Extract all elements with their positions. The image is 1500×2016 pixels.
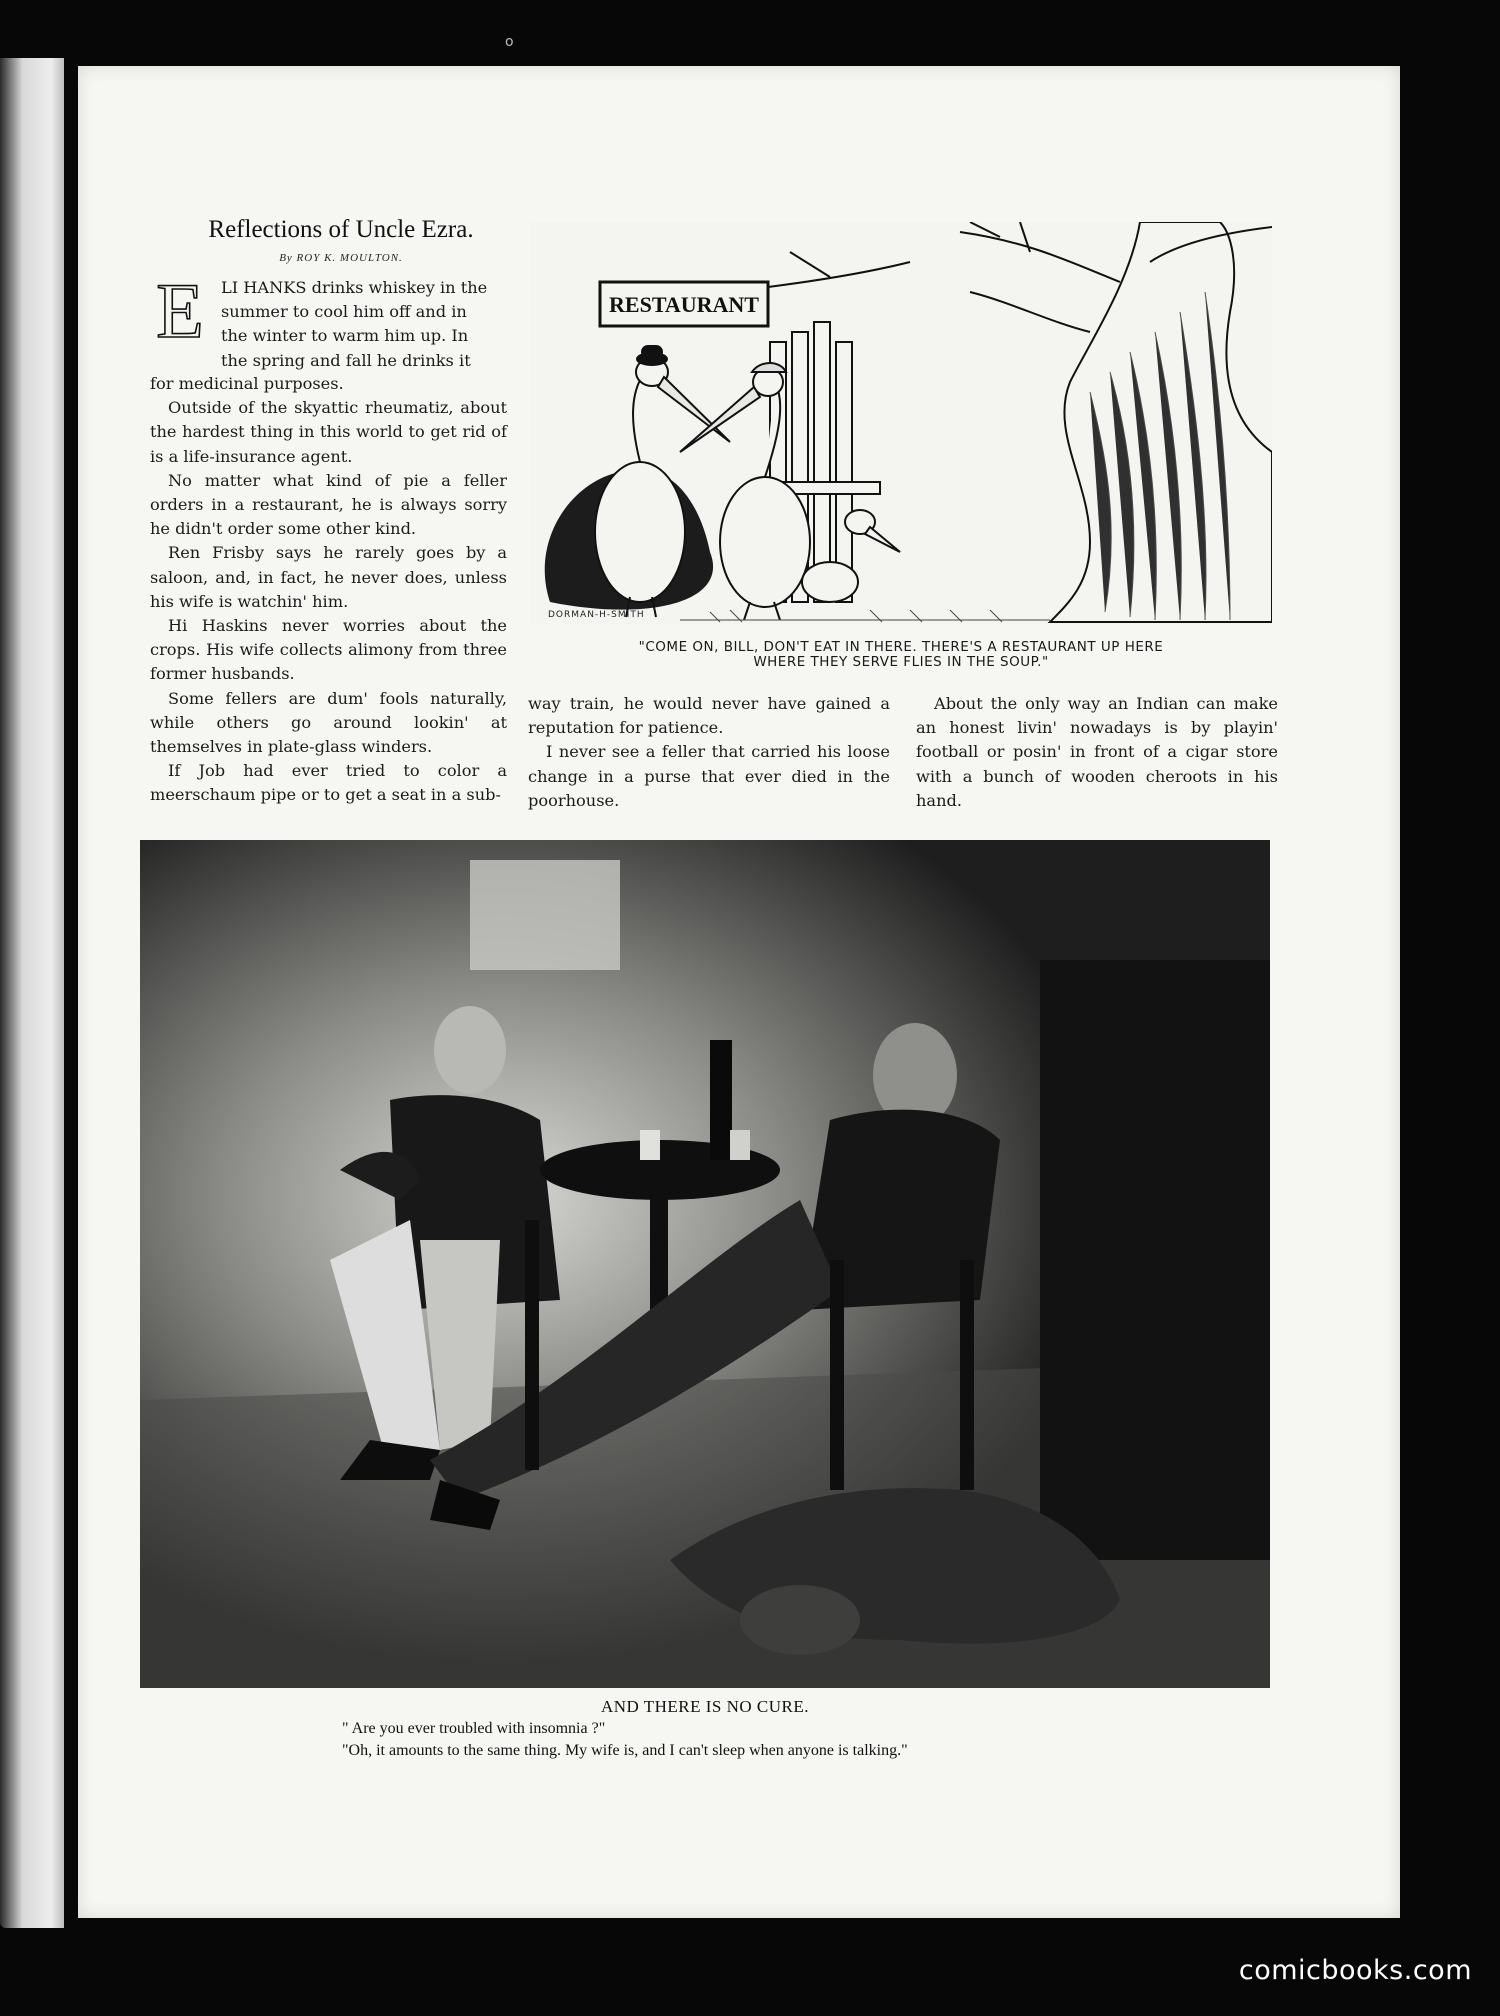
paragraph: Hi Haskins never worries about the crops. His wife collects alimony from three former husbands.	[150, 616, 507, 684]
text-line: LI HANKS drinks whiskey in the	[221, 278, 488, 297]
sign-text: RESTAURANT	[609, 292, 759, 317]
illustration-quote-2: "Oh, it amounts to the same thing. My wife is, and I can't sleep when anyone is talking."	[342, 1742, 908, 1759]
illustration-title: AND THERE IS NO CURE.	[600, 1697, 810, 1716]
illustration-quote-1: " Are you ever troubled with insomnia ?"	[342, 1720, 606, 1737]
column-3	[916, 692, 1278, 813]
insomnia-illustration	[140, 840, 1270, 1688]
adjacent-page-edge	[0, 58, 64, 1928]
artist-signature: DORMAN-H-SMITH	[548, 610, 645, 620]
article-byline: By ROY K. MOULTON.	[279, 252, 403, 264]
paragraph: About the only way an Indian can make an honest livin' nowadays is by playin' football or posin' in front of a cigar store with a bunch of wooden cheroots in his hand.	[916, 694, 1278, 810]
paragraph: If Job had ever tried to color a meerschaum pipe or to get a seat in a sub-	[150, 761, 507, 805]
caption-line: "COME ON, BILL, DON'T EAT IN THERE. THERE'S A RESTAURANT UP HERE	[638, 639, 1164, 655]
page-mark: o	[505, 34, 514, 50]
drop-cap: E	[156, 267, 204, 354]
paragraph: I never see a feller that carried his loose change in a purse that ever died in the poorhouse.	[528, 742, 890, 810]
column-2	[528, 692, 890, 813]
paragraph: Some fellers are dum' fools naturally, while others go around lookin' at themselves in plate-glass winders.	[150, 688, 507, 757]
paragraph: No matter what kind of pie a feller orders in a restaurant, he is always sorry he didn't order some other kind.	[150, 470, 507, 539]
illustration-drawing	[140, 840, 1270, 1688]
paragraph: Ren Frisby says he rarely goes by a saloon, and, in fact, he never does, unless his wife is watchin' him.	[150, 543, 507, 611]
cartoon-illustration	[530, 222, 1272, 624]
paragraph: way train, he would never have gained a reputation for patience.	[528, 694, 890, 738]
caption-line: WHERE THEY SERVE FLIES IN THE SOUP."	[753, 654, 1049, 670]
paragraph: Outside of the skyattic rheumatiz, about the hardest thing in this world to get rid of is a life-insurance agent.	[150, 398, 507, 466]
text-line: summer to cool him off and in	[221, 302, 467, 322]
text-line: the winter to warm him up. In	[221, 326, 469, 346]
site-watermark: comicbooks.com	[1238, 1955, 1472, 1986]
article-title: Reflections of Uncle Ezra.	[208, 216, 474, 243]
first-paragraph-lines	[221, 276, 507, 373]
cartoon-caption	[530, 640, 1272, 670]
cartoon-drawing	[530, 222, 1272, 624]
text-line: the spring and fall he drinks it	[221, 350, 471, 370]
column-1	[150, 372, 507, 808]
paragraph: for medicinal purposes.	[150, 374, 344, 393]
